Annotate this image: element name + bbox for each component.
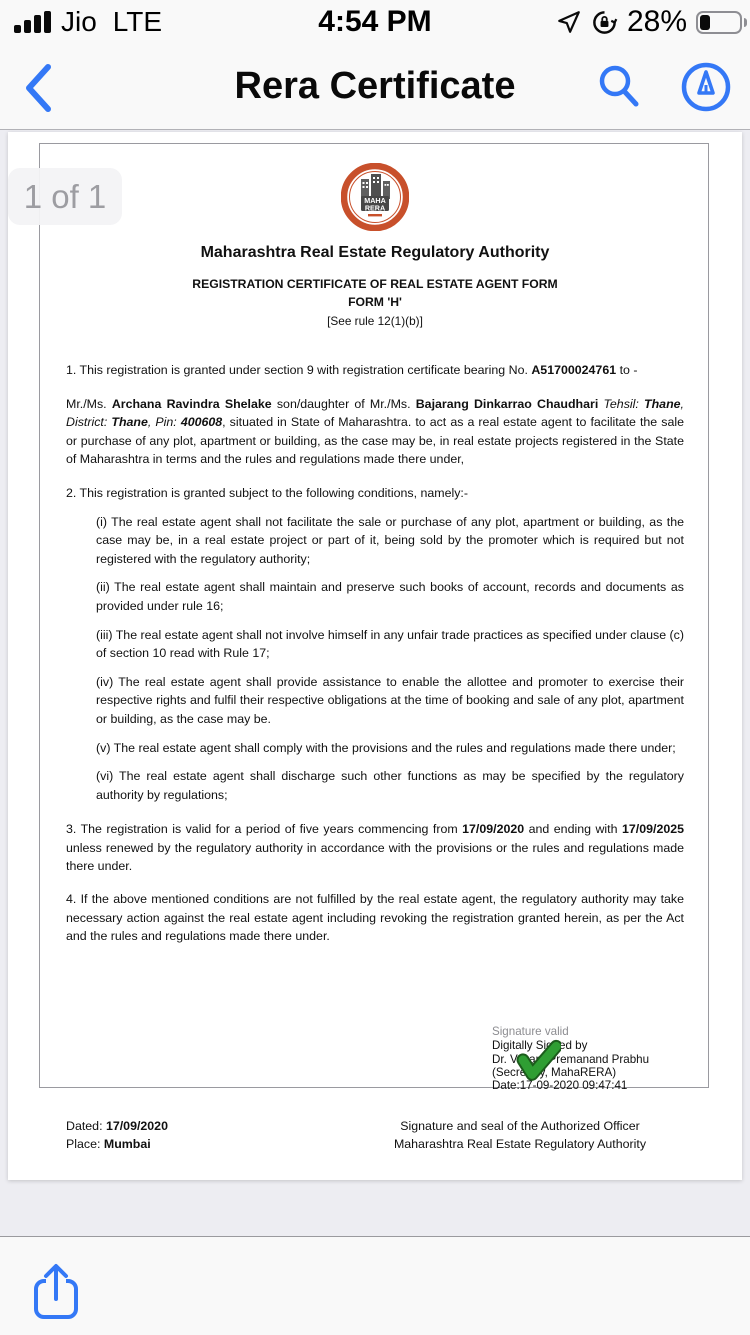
authority-title: Maharashtra Real Estate Regulatory Authority — [200, 244, 550, 261]
maharera-logo — [341, 163, 409, 231]
dated-line: Dated: 17/09/2020 — [66, 1118, 168, 1133]
share-button[interactable] — [30, 1261, 82, 1323]
signature-line: Dr. Vasant Premanand Prabhu — [492, 1052, 650, 1066]
pdf-viewer[interactable] — [0, 130, 750, 1236]
signature-valid-label: Signature valid — [492, 1024, 569, 1038]
signature-line: Date:17-09-2020 09:47:41 — [492, 1079, 628, 1093]
status-bar — [0, 0, 750, 44]
back-button[interactable] — [16, 62, 60, 114]
condition-item: (v) The real estate agent shall comply with the provisions and the rules and regulations made there under; — [96, 740, 676, 755]
certificate-footer — [66, 1117, 684, 1153]
markup-icon — [684, 65, 728, 109]
svg-text:RERA: RERA — [364, 203, 386, 213]
search-button[interactable] — [596, 64, 642, 110]
network-type-label: LTE — [112, 6, 163, 37]
certificate-subtitle-line2: FORM 'H' — [348, 295, 402, 309]
condition-item: (iii) The real estate agent shall not involve himself in any unfair trade practices as specified under clause (c) of section 10 read with Rule 17; — [96, 627, 684, 661]
page-title: Rera Certificate — [234, 65, 516, 107]
authorized-officer-line: Signature and seal of the Authorized Officer — [400, 1118, 640, 1133]
condition-item: (ii) The real estate agent shall maintain and preserve such books of account, records and documents as provided under rule 16; — [96, 580, 684, 613]
certificate-border — [39, 143, 709, 1151]
certificate-subtitle-line1: REGISTRATION CERTIFICATE OF REAL ESTATE AGENT FORM — [192, 277, 558, 291]
document-page — [8, 132, 742, 1180]
navigation-bar — [0, 44, 750, 130]
paragraph-validity: 3. The registration is valid for a period of five years commencing from 17/09/2020 and ending with 17/09/2025 unless renewed by the regulatory authority in accordance with the provisions or the rules and regulations made there under. — [66, 822, 685, 874]
condition-item: (vi) The real estate agent shall discharge such other functions as may be specified by the regulatory authority by regulations; — [96, 769, 684, 802]
bottom-toolbar — [0, 1236, 750, 1335]
paragraph-agent-details: Mr./Ms. Archana Ravindra Shelake son/daughter of Mr./Ms. Bajarang Dinkarrao Chaudhari Tehsil: Thane, District: Thane, Pin: 400608, situated in State of Maharashtra. to act as a real estate agent to facilitate the sale or purchase of any plot, apartment or building, as the case may be, in real estate projects registered in the State of Maharashtra in terms and the rules and regulations made there under, — [66, 396, 684, 467]
back-chevron-icon — [23, 62, 53, 114]
orientation-lock-icon — [591, 9, 618, 36]
signature-line: (Secretary, MahaRERA) — [492, 1066, 617, 1080]
search-icon — [602, 68, 636, 104]
battery-icon — [696, 11, 742, 34]
signature-line: Digitally Signed by — [492, 1039, 588, 1053]
share-icon — [36, 1266, 76, 1317]
paragraph-registration-no: 1. This registration is granted under section 9 with registration certificate bearing No. A51700024761 to - — [66, 363, 638, 377]
place-line: Place: Mumbai — [66, 1136, 151, 1151]
signature-check-icon — [515, 1038, 561, 1084]
paragraph-revocation: 4. If the above mentioned conditions are not fulfilled by the real estate agent, the regulatory authority may take necessary action against the real estate agent including revoking the registration granted herein, as per the Act and the rules and regulations made there under. — [66, 892, 684, 944]
condition-item: (i) The real estate agent shall not facilitate the sale or purchase of any plot, apartment or building, as the case may be, in a real estate project or part of it, being sold by the promoter which is required but not registered with the regulatory authority; — [96, 514, 684, 566]
location-arrow-icon — [556, 9, 582, 35]
digital-signature-block — [492, 1025, 722, 1093]
svg-text:MAHA: MAHA — [364, 196, 386, 205]
authority-name-line: Maharashtra Real Estate Regulatory Authority — [393, 1136, 647, 1151]
conditions-list — [66, 513, 684, 805]
carrier-label: Jio — [61, 6, 97, 37]
rule-reference: [See rule 12(1)(b)] — [327, 314, 423, 328]
paragraph-conditions-intro: 2. This registration is granted subject to the following conditions, namely:- — [66, 485, 468, 500]
page-number-badge: 1 of 1 — [8, 168, 122, 225]
battery-percent-label: 28% — [626, 5, 687, 38]
clock: 4:54 PM — [318, 5, 432, 38]
markup-button[interactable] — [680, 61, 732, 113]
condition-item: (iv) The real estate agent shall provide assistance to enable the allottee and promoter to exercise their respective rights and fulfil their respective obligations at the time of booking and sale of any plot, apartment or building, as the case may be. — [96, 674, 684, 726]
